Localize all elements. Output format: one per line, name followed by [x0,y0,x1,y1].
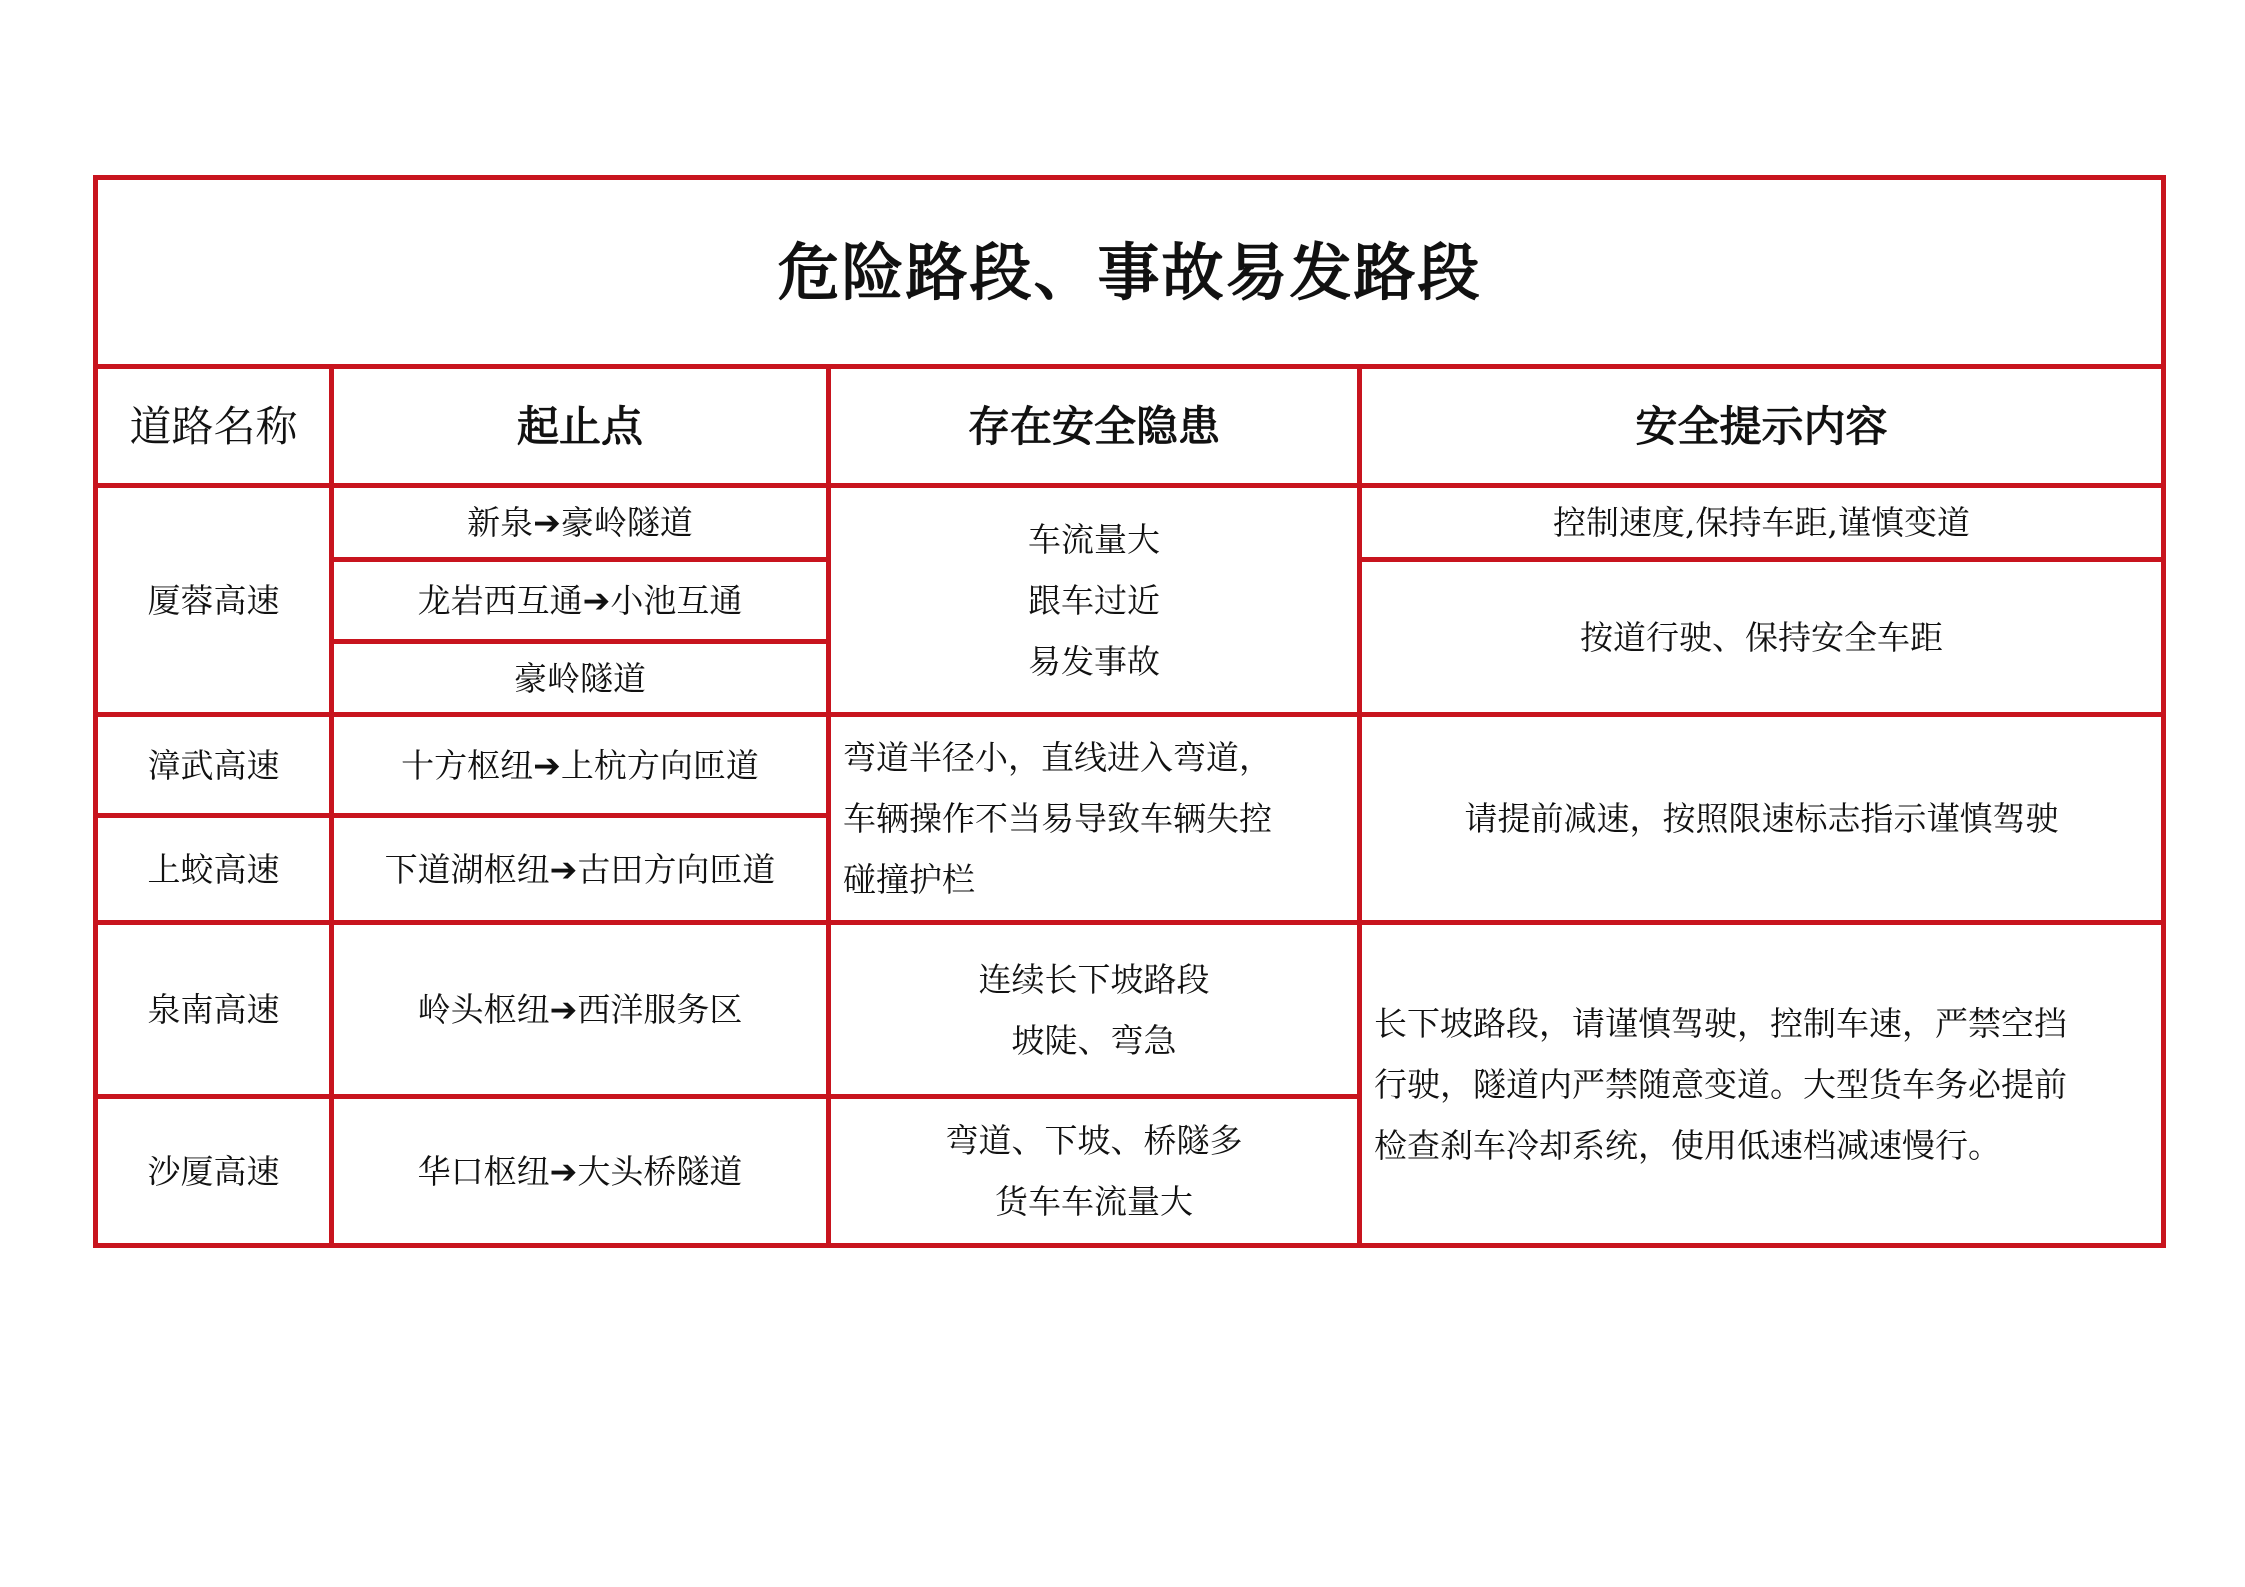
road-name-cell: 上蛟高速 [96,816,332,923]
segment-from: 岭头枢纽 [417,990,550,1029]
segment-to: 西洋服务区 [577,990,743,1029]
arrow-right-icon: ➔ [582,581,611,620]
segment-to: 上杭方向匝道 [560,745,759,785]
segment-cell: 豪岭隧道 [332,642,829,715]
road-name-cell: 沙厦高速 [96,1097,332,1246]
arrow-right-icon: ➔ [533,503,561,542]
hazard-line: 易发事故 [1028,641,1160,681]
segment-cell [332,560,829,642]
segment-from: 下道湖枢纽 [384,849,550,889]
arrow-right-icon: ➔ [549,849,578,889]
hazard-cell [829,486,1360,715]
segment-to: 大头桥隧道 [577,1151,743,1191]
segment-to: 豪岭隧道 [560,503,693,542]
tip-line: 行驶，隧道内严禁随意变道。大型货车务必提前 [1374,1064,2067,1104]
hazard-cell [829,1097,1360,1246]
header-safety-tip: 安全提示内容 [1360,367,2164,486]
hazard-road-table [93,175,2166,1248]
hazard-cell [829,923,1360,1097]
safety-tip-cell: 控制速度,保持车距,谨慎变道 [1360,486,2164,560]
hazard-line: 碰撞护栏 [843,860,975,899]
hazard-line: 弯道半径小，直线进入弯道， [843,738,1272,777]
arrow-right-icon: ➔ [549,1151,578,1191]
segment-from: 龙岩西互通 [417,581,583,620]
table-row [96,486,2164,560]
safety-tip-cell: 请提前减速，按照限速标志指示谨慎驾驶 [1360,715,2164,923]
hazard-cell [829,715,1360,923]
header-hazard: 存在安全隐患 [829,367,1360,486]
title-row [96,178,2164,367]
road-name-cell: 厦蓉高速 [96,486,332,715]
segment-from: 新泉 [467,503,534,542]
hazard-line: 跟车过近 [1028,580,1160,620]
arrow-right-icon: ➔ [549,990,578,1029]
hazard-line: 货车车流量大 [995,1182,1193,1221]
tip-line: 检查刹车冷却系统，使用低速档减速慢行。 [1374,1125,2001,1165]
table-row [96,715,2164,816]
table-title: 危险路段、事故易发路段 [96,178,2164,367]
segment-cell [332,486,829,560]
safety-tip-cell: 按道行驶、保持安全车距 [1360,560,2164,715]
table-row [96,923,2164,1097]
road-name-cell: 泉南高速 [96,923,332,1097]
segment-to: 小池互通 [610,581,743,620]
segment-cell [332,1097,829,1246]
segment-cell [332,923,829,1097]
segment-cell [332,715,829,816]
safety-tip-cell [1360,923,2164,1246]
segment-cell [332,816,829,923]
hazard-line: 弯道、下坡、桥隧多 [945,1121,1243,1160]
hazard-line: 车辆操作不当易导致车辆失控 [843,799,1272,838]
road-name-cell: 漳武高速 [96,715,332,816]
arrow-right-icon: ➔ [533,745,561,785]
segment-from: 十方枢纽 [401,745,534,785]
segment-from: 华口枢纽 [417,1151,550,1191]
hazard-line: 连续长下坡路段 [978,959,1210,999]
hazard-line: 车流量大 [1028,519,1160,559]
tip-line: 长下坡路段，请谨慎驾驶，控制车速，严禁空挡 [1374,1003,2067,1043]
header-endpoints: 起止点 [332,367,829,486]
segment-to: 古田方向匝道 [577,849,776,889]
hazard-line: 坡陡、弯急 [1011,1020,1177,1060]
header-road-name: 道路名称 [96,367,332,486]
header-row [96,367,2164,486]
